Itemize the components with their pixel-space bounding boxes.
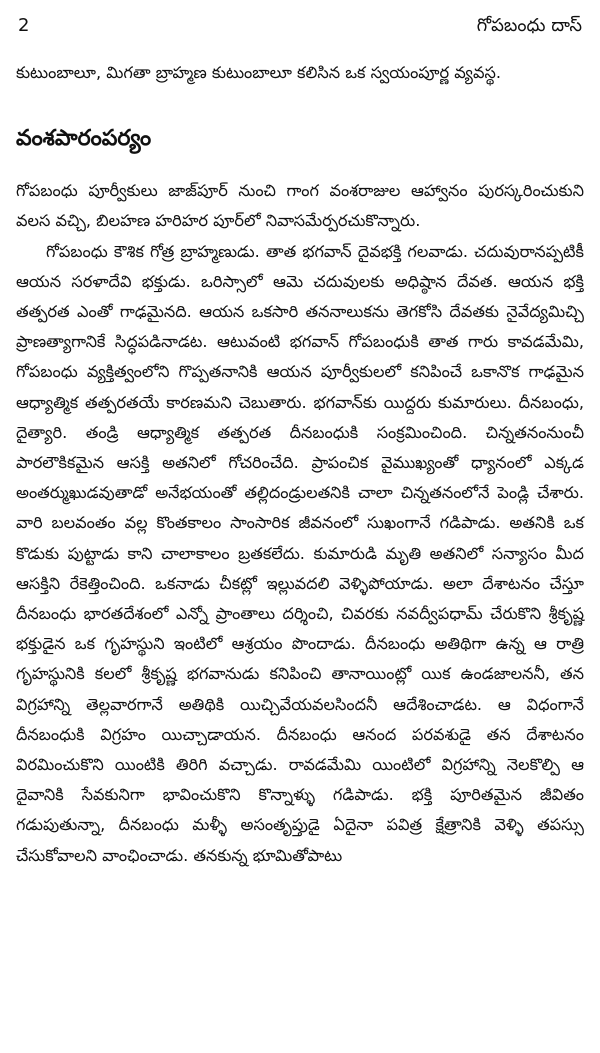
running-header — [16, 14, 584, 54]
book-title: గోపబంధు దాస్ — [476, 15, 582, 36]
paragraph-lineage: గోపబంధు కౌశిక గోత్ర బ్రాహ్మణుడు. తాత భగవాన్ దైవభక్తి గలవాడు. చదువురానప్పటికీ ఆయన సరళాదేవి భక్తుడు. ఒరిస్సాలో ఆమె చదువులకు అధిష్ఠాన దేవత. ఆయన భక్తి తత్పరత ఎంతో గాఢమైనది. ఆయన ఒకసారి తననాలుకను తెగకోసి దేవతకు నైవేద్యమిచ్చి ప్రాణత్యాగానికే సిద్ధపడినాడట. ఆటువంటి భగవాన్ గోపబంధుకి తాత గారు కావడమేమి, గోపబంధు వ్యక్తిత్వంలోని గొప్పతనానికి ఆయన పూర్వీకులలో కనిపించే ఒకానొక గాఢమైన ఆధ్యాత్మిక తత్పరతయే కారణమని చెబుతారు. భగవాన్‌కు యిద్దరు కుమారులు. దీనబంధు, దైత్యారి. తండ్రి ఆధ్యాత్మిక తత్పరత దీనబంధుకి సంక్రమించింది. చిన్నతనంనుంచీ పారలౌకికమైన ఆసక్తి అతనిలో గోచరించేది. ప్రాపంచిక వైముఖ్యంతో ధ్యానంలో ఎక్కడ అంతర్ముఖుడవుతాడో అనేభయంతో తల్లిదండ్రులతనికి చాలా చిన్నతనంలోనే పెండ్లి చేశారు. వారి బలవంతం వల్ల కొంతకాలం సాంసారిక జీవనంలో సుఖంగానే గడిపాడు. అతనికి ఒక కొడుకు పుట్టాడు కాని చాలాకాలం బ్రతకలేదు. కుమారుడి మృతి అతనిలో సన్యాసం మీద ఆసక్తిని రేకెత్తించింది. ఒకనాడు చీకట్లో ఇల్లువదలి వెళ్ళిపోయాడు. అలా దేశాటనం చేస్తూ దీనబంధు భారతదేశంలో ఎన్నో ప్రాంతాలు దర్శించి, చివరకు నవద్వీపధామ్ చేరుకొని శ్రీకృష్ణ భక్తుడైన ఒక గృహస్థుని ఇంటిలో ఆశ్రయం పొందాడు. దీనబంధు అతిథిగా ఉన్న ఆ రాత్రి గృహస్థునికి కలలో శ్రీకృష్ణ భగవానుడు కనిపించి తానాయింట్లో యిక ఉండజాలననీ, తన విగ్రహాన్ని తెల్లవారగానే అతిథికి యిచ్చివేయవలసిందనీ ఆదేశించాడట. ఆ విధంగానే దీనబంధుకి విగ్రహం యిచ్చాడాయన. దీనబంధు ఆనంద పరవశుడై తన దేశాటనం విరమించుకొని యింటికి తిరిగి వచ్చాడు. రావడమేమి యింటిలో విగ్రహాన్ని నెలకొల్పి ఆ దైవానికి సేవకునిగా భావించుకొని కొన్నాళ్ళు గడిపాడు. భక్తి పూరితమైన జీవితం గడుపుతున్నా, దీనబంధు మళ్ళీ అసంతృప్తుడై ఏదైనా పవిత్ర క్షేత్రానికి వెళ్ళి తపస్సు చేసుకోవాలని వాంఛించాడు. తనకున్న భూమితోపాటు — [16, 241, 584, 865]
continued-paragraph: కుటుంబాలూ, మిగతా బ్రాహ్మణ కుటుంబాలూ కలిసిన ఒక స్వయంపూర్ణ వ్యవస్థ. — [16, 63, 501, 82]
page-number: 2 — [18, 15, 30, 36]
paragraph-ancestors: గోపబంధు పూర్వీకులు జాజ్‌పూర్ నుంచి గాంగ వంశరాజుల ఆహ్వానం పురస్కరించుకుని వలస వచ్చి, బిలహణ హరిహర పూర్‌లో నివాసమేర్పరచుకొన్నారు. — [16, 181, 584, 231]
section-heading: వంశపారంపర్యం — [16, 126, 152, 152]
